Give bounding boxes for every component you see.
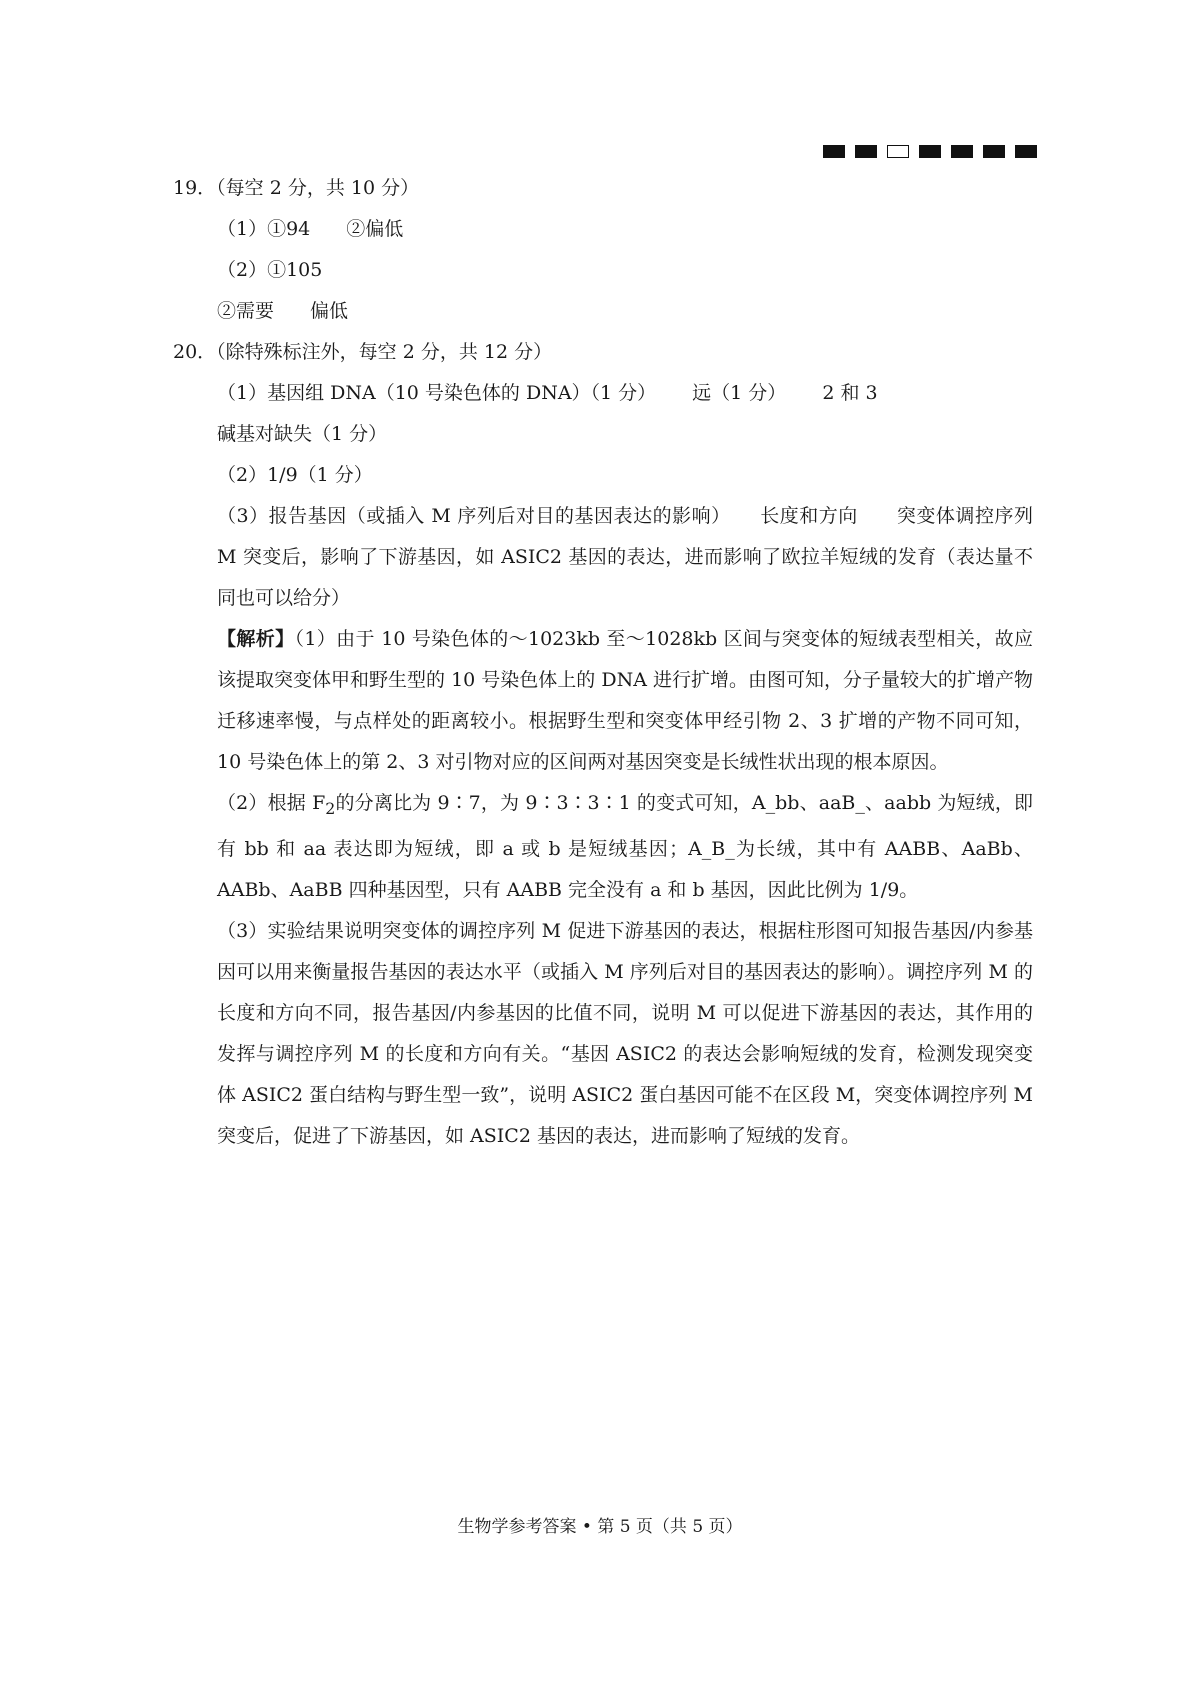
q20-1-b: 远（1 分） [692, 382, 787, 404]
q20-1-c: 2 和 3 [822, 382, 878, 404]
q19-3-b: 偏低 [310, 300, 349, 322]
mark-filled [823, 145, 845, 158]
mark-filled [983, 145, 1005, 158]
subscript-2: 2 [325, 798, 336, 818]
q19-1-b: ②偏低 [346, 218, 404, 240]
analysis-part-2 [217, 783, 1033, 911]
mark-filled [919, 145, 941, 158]
q19-3-a: ②需要 [217, 300, 275, 322]
analysis-part-1 [217, 619, 1033, 783]
q20-answer-1-cont: 碱基对缺失（1 分） [217, 423, 388, 445]
analysis-1-text: （1）由于 10 号染色体的～1023kb 至～1028kb 区间与突变体的短绒表型相关，故应该提取突变体甲和野生型的 10 号染色体上的 DNA 进行扩增。由图可知，分子量较大的扩增产物迁移速率慢，与点样处的距离较小。根据野生型和突变体甲经引物 2、3 扩增的产物不同可知，10 号染色体上的第 2、3 对引物对应的区间两对基因突变是长绒性状出现的根本原因。 [217, 628, 1033, 773]
q20-answer-3: （3）报告基因（或插入 M 序列后对目的基因表达的影响） 长度和方向 突变体调控序列 M 突变后，影响了下游基因，如 ASIC2 基因的表达，进而影响了欧拉羊短绒的发育（表达量不同也可以给分） [217, 505, 1033, 609]
q19-answer-3 [217, 291, 1033, 332]
analysis-2-text-a: （2）根据 F [217, 792, 326, 814]
header-marks [823, 145, 1037, 158]
mark-filled [951, 145, 973, 158]
analysis-2-text-b: 的分离比为 9∶7，为 9∶3∶3∶1 的变式可知，A_bb、aaB_、aabb 为短绒，即有 bb 和 aa 表达即为短绒，即 a 或 b 是短绒基因；A_B_为长绒，其中有 AABB、AaBb、AABb、AaBB 四种基因型，只有 AABB 完全没有 a 和 b 基因，因此比例为 1/9。 [217, 792, 1034, 901]
q19-answer-1 [217, 209, 1033, 250]
q19-answer-2: （2）①105 [217, 259, 323, 281]
q20-answer-1 [217, 373, 1033, 414]
q19-1-a: （1）①94 [217, 218, 311, 240]
q20-answer-2: （2）1/9（1 分） [217, 464, 373, 486]
page-footer: 生物学参考答案 • 第 5 页（共 5 页） [457, 1517, 743, 1537]
mark-empty [887, 145, 909, 158]
mark-filled [855, 145, 877, 158]
q20-heading: 20．（除特殊标注外，每空 2 分，共 12 分） [173, 341, 553, 363]
q19-heading: 19．（每空 2 分，共 10 分） [173, 177, 420, 199]
analysis-label: 【解析】 [217, 628, 295, 650]
analysis-part-3: （3）实验结果说明突变体的调控序列 M 促进下游基因的表达，根据柱形图可知报告基因/内参基因可以用来衡量报告基因的表达水平（或插入 M 序列后对目的基因表达的影响）。调控序列 M 的长度和方向不同，报告基因/内参基因的比值不同，说明 M 可以促进下游基因的表达，其作用的发挥与调控序列 M 的长度和方向有关。“基因 ASIC2 的表达会影响短绒的发育，检测发现突变体 ASIC2 蛋白结构与野生型一致”，说明 ASIC2 蛋白基因可能不在区段 M，突变体调控序列 M 突变后，促进了下游基因，如 ASIC2 基因的表达，进而影响了短绒的发育。 [217, 919, 1033, 1147]
answer-content [173, 168, 1033, 1157]
mark-filled [1015, 145, 1037, 158]
q20-1-a: （1）基因组 DNA（10 号染色体的 DNA）（1 分） [217, 382, 657, 404]
